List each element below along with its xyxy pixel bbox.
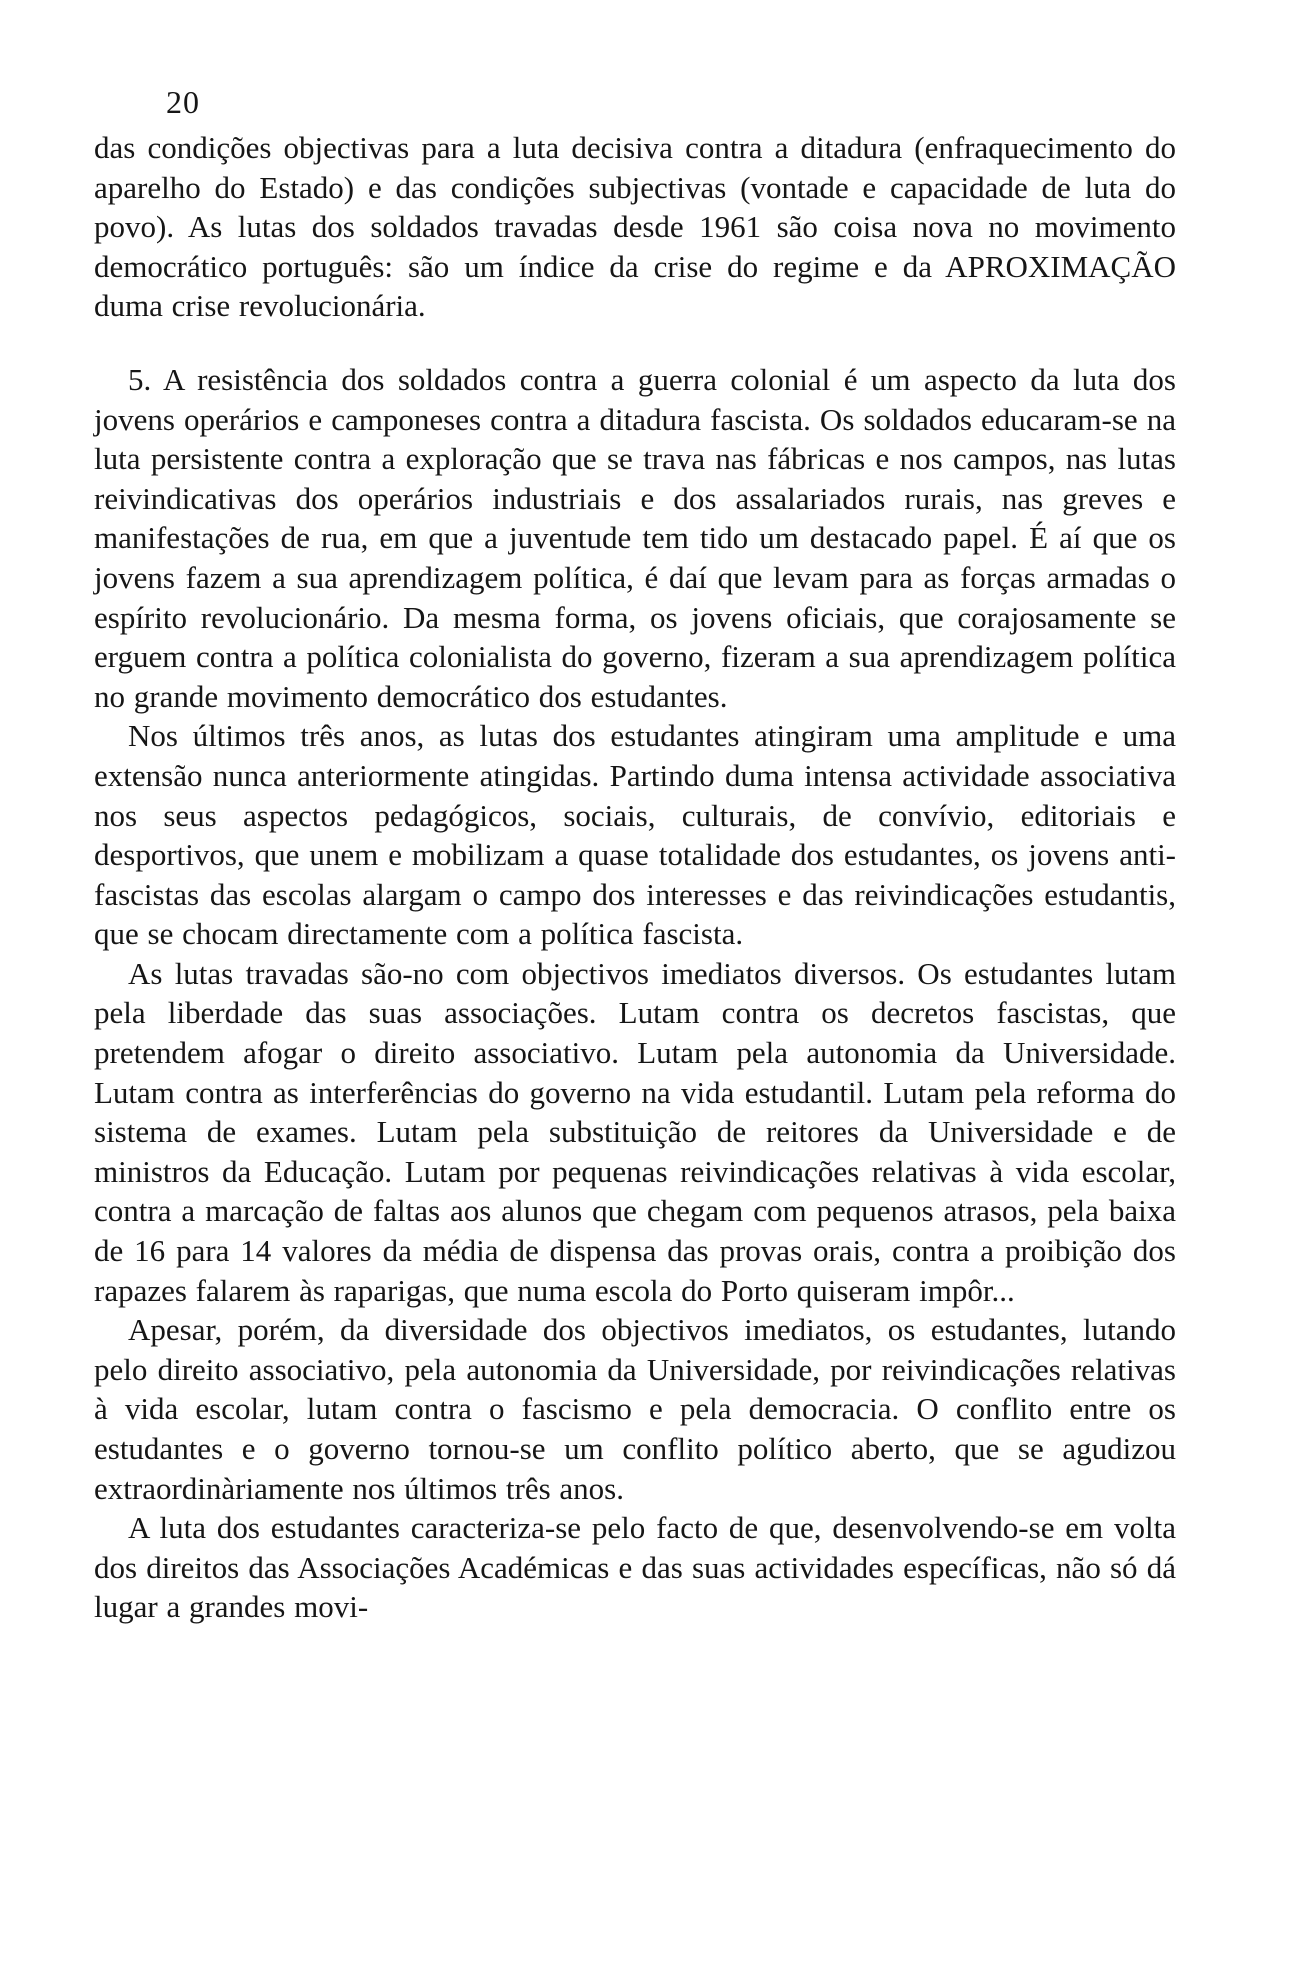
paragraph-diversity-of-objectives: Apesar, porém, da diversidade dos objectivos imediatos, os estudantes, lutando pelo direito associativo, pela autonomia da Universidade, por reivindicações relativas à vida escolar, lutam contra o fascismo e pela democracia. O conflito entre os estudantes e o governo tornou-se um conflito político aberto, que se agudizou extraordinàriamente nos últimos três anos. bbox=[94, 1312, 1176, 1506]
paragraph-immediate-objectives: As lutas travadas são-no com objectivos imediatos diversos. Os estudantes lutam pela liberdade das suas associações. Lutam contra os decretos fascistas, que pretendem afogar o direito associativo. Lutam pela autonomia da Universidade. Lutam contra as interferências do governo na vida estudantil. Lutam pela reforma do sistema de exames. Lutam pela substituição de reitores da Universidade e de ministros da Educação. Lutam por pequenas reivindicações relativas à vida escolar, contra a marcação de faltas aos alunos que chegam com pequenos atrasos, pela baixa de 16 para 14 valores da média de dispensa das provas orais, contra a proibição dos rapazes falarem às raparigas, que numa escola do Porto quiseram impôr... bbox=[94, 955, 1176, 1308]
paragraph-conditions: das condições objectivas para a luta decisiva contra a ditadura (enfraquecimento do aparelho do Estado) e das condições subjectivas (vontade e capacidade de luta do povo). As lutas dos soldados travadas desde 1961 são coisa nova no movimento democrático português: são um índice da crise do regime e da APROXIMAÇÃO duma crise revolucionária. bbox=[94, 130, 1176, 324]
paragraph-soldiers-resistance: 5. A resistência dos soldados contra a guerra colonial é um aspecto da luta dos jovens operários e camponeses contra a ditadura fascista. Os soldados educaram-se na luta persistente contra a exploração que se trava nas fábricas e nos campos, nas lutas reivindicativas dos operários industriais e dos assalariados rurais, nas greves e manifestações de rua, em que a juventude tem tido um destacado papel. É aí que os jovens fazem a sua aprendizagem política, é daí que levam para as forças armadas o espírito revolucionário. Da mesma forma, os jovens oficiais, que corajosamente se erguem contra a política colonialista do governo, fizeram a sua aprendizagem política no grande movimento democrático dos estudantes. bbox=[94, 361, 1176, 714]
paragraph-student-struggle-character: A luta dos estudantes caracteriza-se pelo facto de que, desenvolvendo-se em volta dos direitos das Associações Académicas e das suas actividades específicas, não só dá lugar a grandes movi- bbox=[94, 1510, 1176, 1625]
paragraph-spacer bbox=[94, 326, 1176, 360]
page-body bbox=[94, 128, 1176, 1627]
paragraph-student-struggles: Nos últimos três anos, as lutas dos estudantes atingiram uma amplitude e uma extensão nunca anteriormente atingidas. Partindo duma intensa actividade associativa nos seus aspectos pedagógicos, sociais, culturais, de convívio, editoriais e desportivos, que unem e mobilizam a quase totalidade dos estudantes, os jovens anti-fascistas das escolas alargam o campo dos interesses e das reivindicações estudantis, que se chocam directamente com a política fascista. bbox=[94, 718, 1176, 952]
page-number: 20 bbox=[166, 84, 200, 120]
